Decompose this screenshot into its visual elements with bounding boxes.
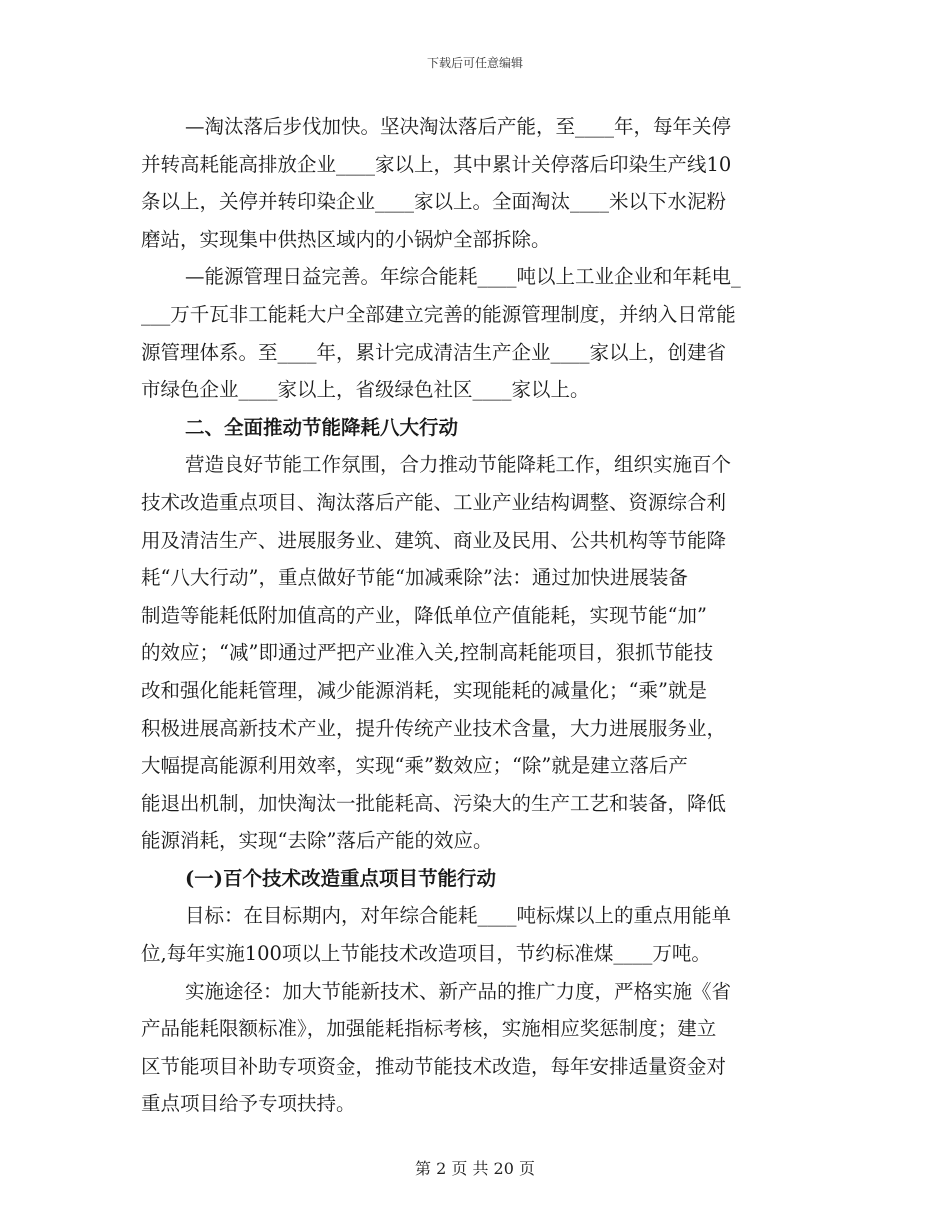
page-header: 下载后可任意编辑 xyxy=(426,56,523,70)
paragraph-line: 产品能耗限额标准》，加强能耗指标考核，实施相应奖惩制度；建立 xyxy=(141,1017,717,1041)
paragraph-line: 耗“八大行动”，重点做好节能“加减乘除”法：通过加快进展装备 xyxy=(141,566,688,590)
document-body xyxy=(141,108,805,1123)
page-footer: 第 2 页 共 20 页 xyxy=(415,1159,535,1178)
paragraph-line: 大幅提高能源利用效率，实现“乘”数效应；“除”就是建立落后产 xyxy=(141,754,688,778)
paragraph-line: 源管理体系。至____年，累计完成清洁生产企业____家以上，创建省 xyxy=(141,340,727,364)
paragraph-line: 能退出机制，加快淘汰一批能耗高、污染大的生产工艺和装备，降低 xyxy=(141,791,727,815)
paragraph-line: 目标：在目标期内，对年综合能耗____吨标煤以上的重点用能单 xyxy=(185,904,732,928)
paragraph-line: 技术改造重点项目、淘汰落后产能、工业产业结构调整、资源综合利 xyxy=(141,490,727,514)
paragraph-line: 改和强化能耗管理，减少能源消耗，实现能耗的减量化；“乘”就是 xyxy=(141,678,707,702)
paragraph-line: 区节能项目补助专项资金，推动节能技术改造，每年安排适量资金对 xyxy=(141,1054,727,1078)
paragraph-line: —淘汰落后步伐加快。坚决淘汰落后产能，至____年，每年关停 xyxy=(185,115,732,138)
paragraph-line: 并转高耗能高排放企业____家以上，其中累计关停落后印染生产线10 xyxy=(141,152,732,176)
paragraph-line: 条以上，关停并转印染企业____家以上。全面淘汰____米以下水泥粉 xyxy=(141,190,727,214)
paragraph-line: 积极进展高新技术产业，提升传统产业技术含量，大力进展服务业， xyxy=(141,716,727,740)
paragraph-line: 磨站，实现集中供热区域内的小锅炉全部拆除。 xyxy=(141,227,551,251)
paragraph-line: 营造良好节能工作氛围，合力推动节能降耗工作，组织实施百个 xyxy=(185,453,732,477)
subsection-heading: (一)百个技术改造重点项目节能行动 xyxy=(185,866,496,890)
paragraph-line: 实施途径：加大节能新技术、新产品的推广力度，严格实施《省 xyxy=(185,979,732,1003)
paragraph-line: 重点项目给予专项扶持。 xyxy=(141,1092,356,1116)
paragraph-line: 用及清洁生产、进展服务业、建筑、商业及民用、公共机构等节能降 xyxy=(141,528,727,552)
paragraph-line: 能源消耗，实现“去除”落后产能的效应。 xyxy=(141,829,493,853)
paragraph-line: 的效应；“减”即通过严把产业准入关,控制高耗能项目，狠抓节能技 xyxy=(141,641,714,665)
paragraph-line: —能源管理日益完善。年综合能耗____吨以上工业企业和年耗电_ xyxy=(185,265,741,289)
paragraph-line: ___万千瓦非工能耗大户全部建立完善的能源管理制度，并纳入日常能 xyxy=(141,302,736,326)
section-heading: 二、全面推动节能降耗八大行动 xyxy=(185,415,459,439)
paragraph-line: 市绿色企业____家以上，省级绿色社区____家以上。 xyxy=(141,378,590,402)
paragraph-line: 制造等能耗低附加值高的产业，降低单位产值能耗，实现节能“加” xyxy=(141,603,707,627)
paragraph-line: 位,每年实施100项以上节能技术改造项目，节约标准煤____万吨。 xyxy=(141,942,711,966)
